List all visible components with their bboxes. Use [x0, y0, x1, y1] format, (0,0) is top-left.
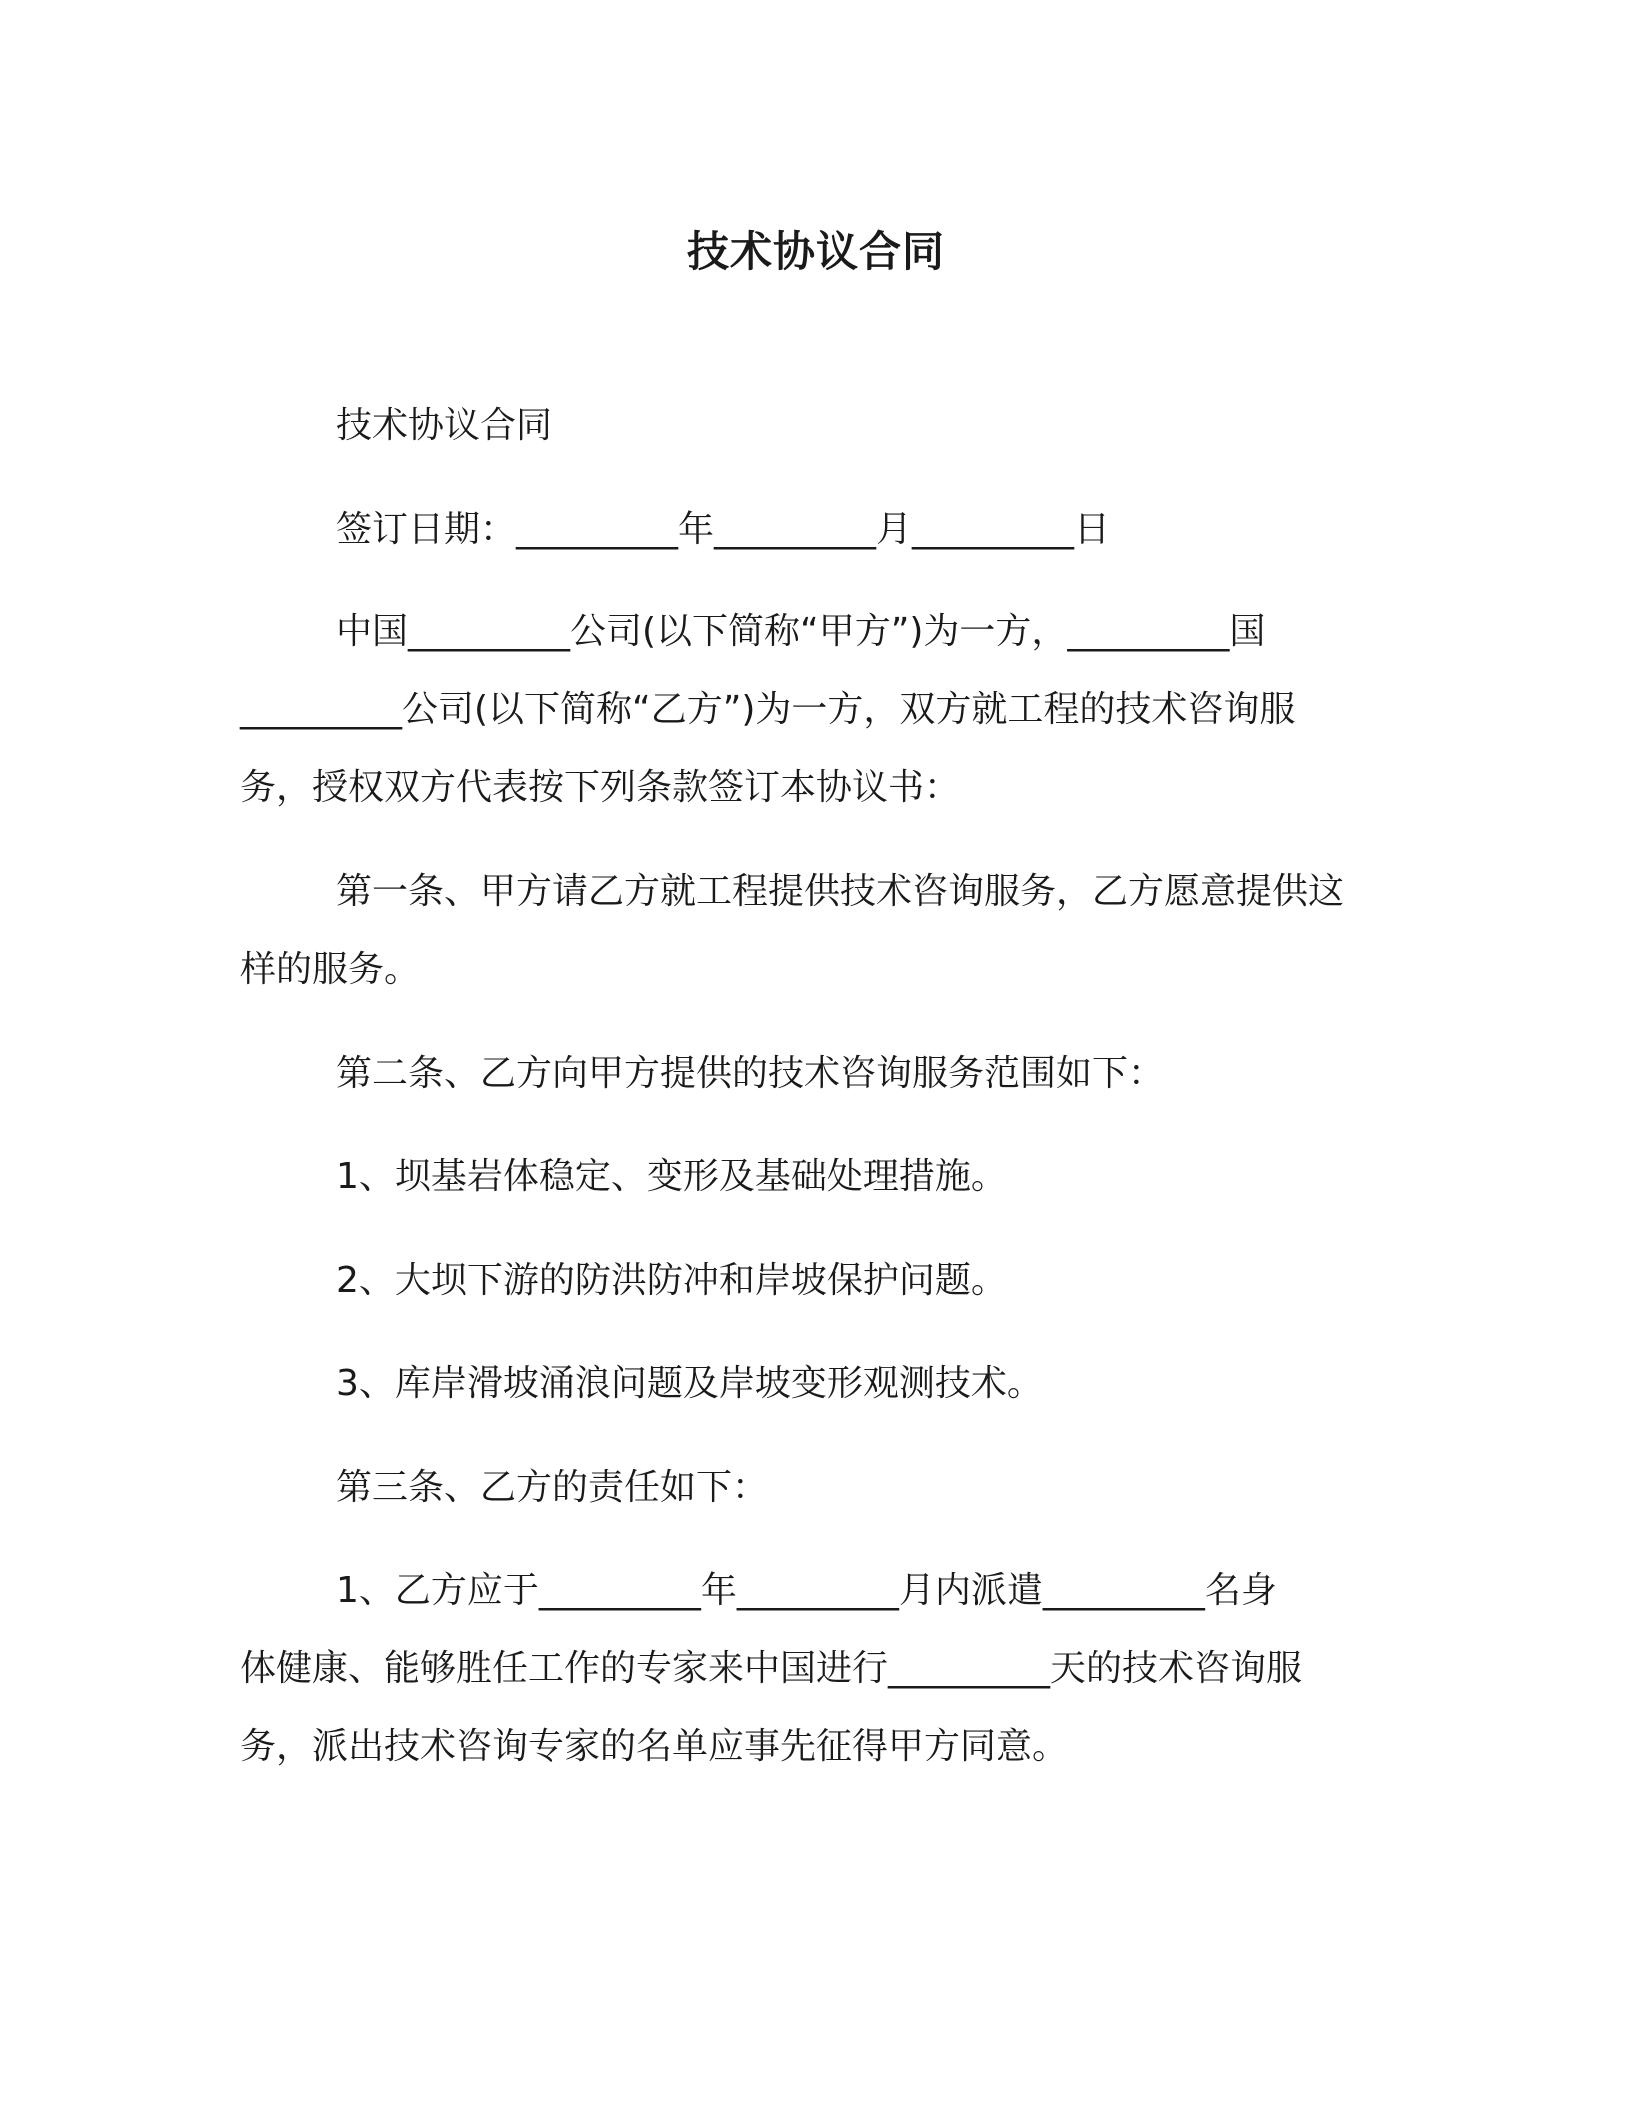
paragraph-line: 第三条、乙方的责任如下： [336, 1467, 769, 1508]
paragraph-duty-1 [240, 1552, 1390, 1786]
paragraph-line: _________公司(以下简称“乙方”)为一方，双方就工程的技术咨询服 [240, 689, 1296, 730]
paragraph-line: 3、库岸滑坡涌浪问题及岸坡变形观测技术。 [336, 1363, 1043, 1404]
paragraph-parties [240, 593, 1390, 827]
paragraph-heading [240, 387, 1390, 465]
paragraph-signing-date [240, 491, 1390, 569]
paragraph-line: 样的服务。 [240, 949, 421, 990]
paragraph-article-1 [240, 853, 1390, 1009]
paragraph-line: 1、坝基岩体稳定、变形及基础处理措施。 [336, 1156, 1007, 1197]
paragraph-line: 第一条、甲方请乙方就工程提供技术咨询服务，乙方愿意提供这 [336, 871, 1345, 912]
document-title: 技术协议合同 [686, 227, 945, 276]
paragraph-line: 中国_________公司(以下简称“甲方”)为一方，_________国 [336, 611, 1266, 652]
paragraph-line: 体健康、能够胜任工作的专家来中国进行_________天的技术咨询服 [240, 1648, 1303, 1689]
paragraph-line: 第二条、乙方向甲方提供的技术咨询服务范围如下： [336, 1053, 1165, 1094]
paragraph-line: 签订日期：_________年_________月_________日 [336, 509, 1111, 550]
paragraph-item-3 [240, 1345, 1390, 1423]
paragraph-line: 2、大坝下游的防洪防冲和岸坡保护问题。 [336, 1260, 1007, 1301]
paragraph-line: 务，派出技术咨询专家的名单应事先征得甲方同意。 [240, 1726, 1069, 1767]
paragraph-article-2 [240, 1035, 1390, 1113]
paragraph-line: 1、乙方应于_________年_________月内派遣_________名身 [336, 1570, 1277, 1611]
paragraph-line: 务，授权双方代表按下列条款签订本协议书： [240, 767, 961, 808]
paragraph-article-3 [240, 1449, 1390, 1527]
paragraph-item-1 [240, 1138, 1390, 1216]
paragraph-line: 技术协议合同 [336, 405, 553, 446]
paragraph-item-2 [240, 1242, 1390, 1320]
